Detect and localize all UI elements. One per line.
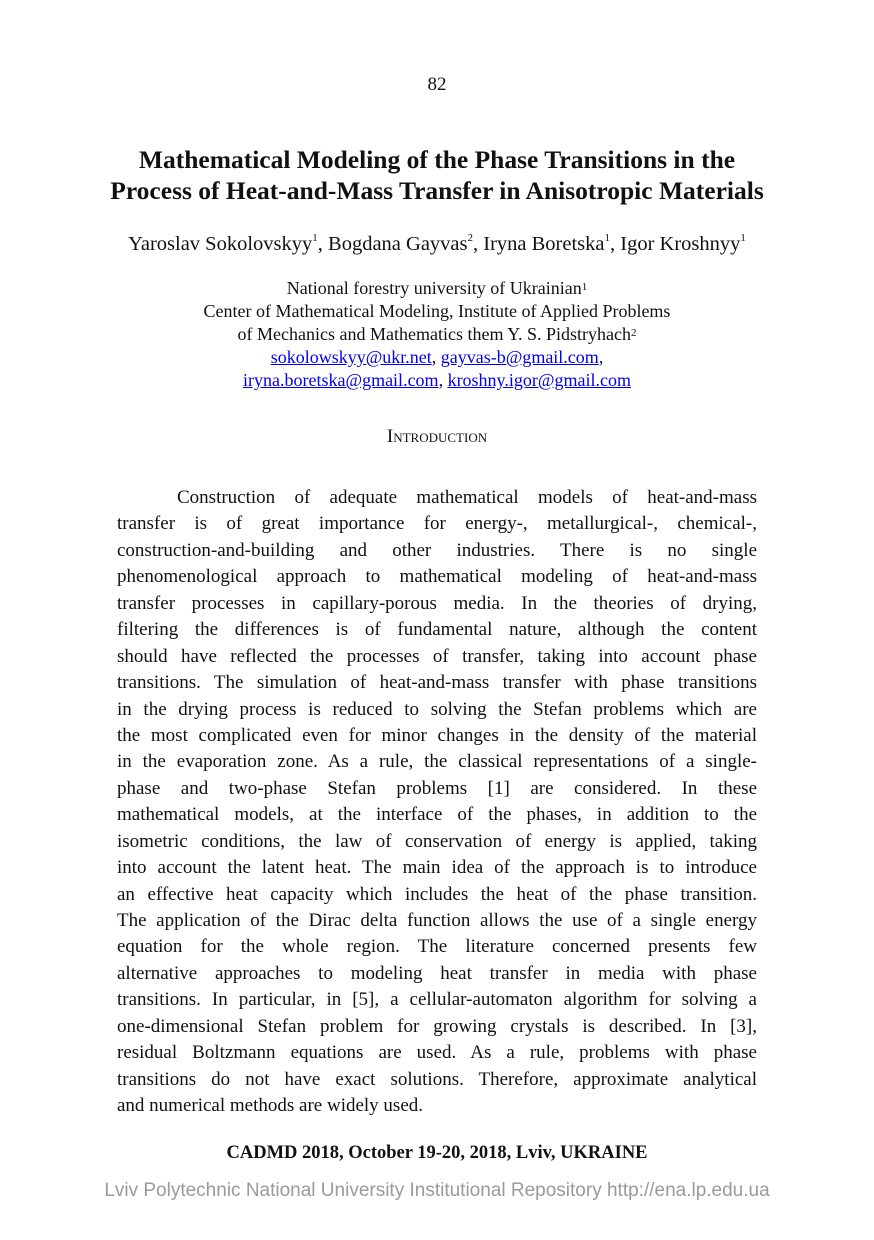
body-line: in the evaporation zone. As a rule, the classical representations of a single- [117, 751, 757, 773]
body-paragraph [117, 485, 757, 1120]
body-line: transitions. In particular, in [5], a cellular-automaton algorithm for solving a [117, 989, 757, 1011]
email-link[interactable]: iryna.boretska@gmail.com [243, 370, 439, 390]
body-line: into account the latent heat. The main idea of the approach is to introduce [117, 857, 757, 879]
body-line: transfer processes in capillary-porous media. In the theories of drying, [117, 592, 757, 614]
affiliation-line: Center of Mathematical Modeling, Institute of Applied Problems [203, 301, 671, 321]
author-name: Igor Kroshnyy [620, 233, 741, 255]
title-line: Mathematical Modeling of the Phase Transitions in the [138, 145, 736, 174]
affiliations: National forestry university of Ukrainian$^1$ Center of Mathematical Modeling, Institute of Applied Problems of Mechanics and Mathematics them Y. S. Pidstryhach$^2$ sokolowskyy@ukr.net, gayvas-b@gmail.com, iryna.boretska@gmail.com, kroshny.igor@gmail.com [0, 277, 874, 392]
body-line: mathematical models, at the interface of the phases, in addition to the [117, 804, 757, 826]
body-line: one-dimensional Stefan problem for growing crystals is described. In [3], [117, 1015, 757, 1037]
body-line: alternative approaches to modeling heat transfer in media with phase [117, 962, 757, 984]
page-number: 82 [427, 74, 447, 95]
body-line: transitions do not have exact solutions. Therefore, approximate analytical [117, 1068, 757, 1090]
author-name: Iryna Boretska [483, 233, 605, 255]
affiliation-mark: 2 [467, 232, 473, 244]
body-line: phenomenological approach to mathematical modeling of heat-and-mass [117, 566, 757, 588]
affiliation-line: of Mechanics and Mathematics them Y. S. Pidstryhach [237, 324, 631, 344]
body-line: Construction of adequate mathematical models of heat-and-mass [177, 487, 757, 508]
affiliation-mark: 2 [630, 327, 637, 339]
affiliation-line: National forestry university of Ukrainian [286, 278, 582, 298]
section-heading: Introduction [386, 426, 488, 447]
body-line: transitions. The simulation of heat-and-mass transfer with phase transitions [117, 672, 757, 694]
body-line: residual Boltzmann equations are used. As a rule, problems with phase [117, 1042, 757, 1064]
body-line: The application of the Dirac delta function allows the use of a single energy [117, 910, 757, 931]
body-line: equation for the whole region. The literature concerned presents few [117, 936, 757, 958]
author-list: Yaroslav Sokolovskyy$^1$, Bogdana Gayvas$^2$, Iryna Boretska$^1$, Igor Kroshnyy$^1$ [128, 232, 746, 255]
body-line: in the drying process is reduced to solving the Stefan problems which are [117, 698, 757, 720]
email-link[interactable]: kroshny.igor@gmail.com [447, 370, 631, 390]
repository-watermark: Lviv Polytechnic National University Institutional Repository http://ena.lp.edu.ua [104, 1180, 770, 1201]
body-line: transfer is of great importance for energy-, metallurgical-, chemical-, [117, 513, 757, 535]
body-line: filtering the differences is of fundamental nature, although the content [117, 619, 757, 641]
author-name: Bogdana Gayvas [328, 233, 468, 255]
body-line: should have reflected the processes of transfer, taking into account phase [117, 645, 757, 667]
body-line: construction-and-building and other industries. There is no single [117, 539, 757, 561]
body-line: phase and two-phase Stefan problems [1] are considered. In these [117, 777, 757, 799]
affiliation-mark: 1 [604, 232, 610, 244]
author-name: Yaroslav Sokolovskyy [128, 233, 313, 255]
conference-footer: CADMD 2018, October 19-20, 2018, Lviv, UKRAINE [226, 1143, 648, 1163]
title-line: Process of Heat-and-Mass Transfer in Anisotropic Materials [110, 176, 764, 205]
email-link[interactable]: gayvas-b@gmail.com [440, 347, 599, 367]
affiliation-mark: 1 [312, 232, 318, 244]
body-line: the most complicated even for minor changes in the density of the material [117, 724, 757, 746]
body-line: an effective heat capacity which includes the heat of the phase transition. [117, 883, 757, 905]
affiliation-mark: 1 [581, 281, 588, 293]
email-link[interactable]: sokolowskyy@ukr.net [270, 347, 432, 367]
affiliation-mark: 1 [740, 232, 746, 244]
body-line: isometric conditions, the law of conservation of energy is applied, taking [117, 830, 757, 852]
body-line: and numerical methods are widely used. [117, 1095, 424, 1117]
paper-title [0, 144, 874, 206]
